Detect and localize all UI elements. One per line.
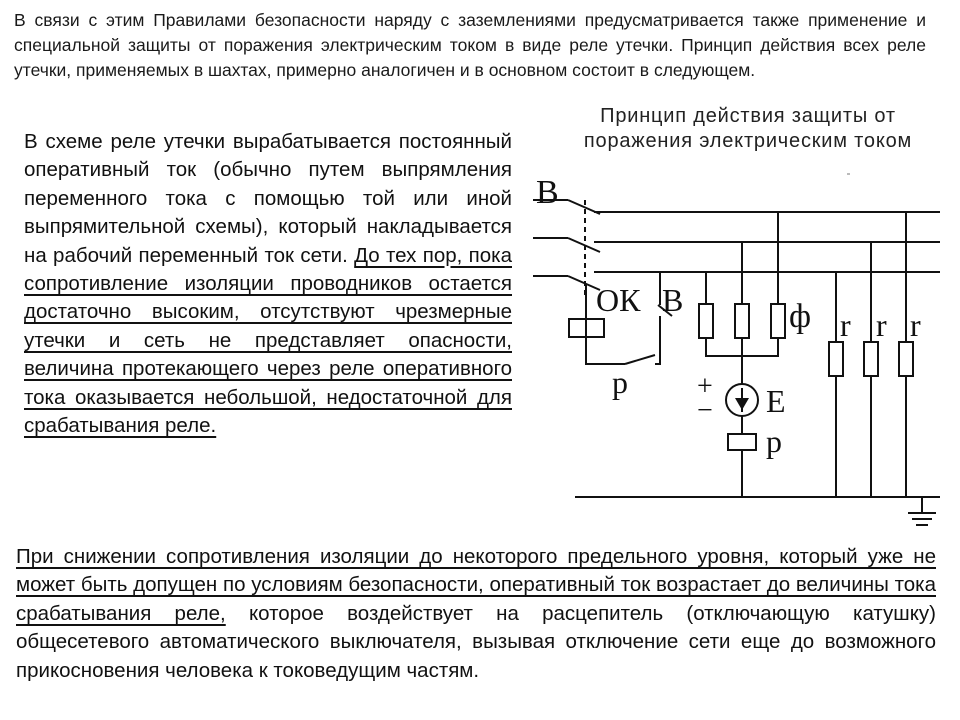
ok-circuit-right-wire [655,316,660,364]
description-plain-text: В схеме реле утечки вырабатывается постоянный оперативный ток (обычно путем выпрямления переменного тока с помощью той или иной выпрямительной схемы), который накладывается на рабочий переменный ток сети. [24,130,512,267]
trip-underlined-text: При снижении сопротивления изоляции до некоторого предельного уровня, который уже не может быть допущен по условиям безопасности, оперативный ток возрастает до величины тока срабатывания реле, [16,545,936,625]
filter-resistor-1 [699,304,713,338]
ok-coil-label: ОК [596,282,641,318]
r3-label: r [910,307,921,343]
aux-contact-label: В [662,282,684,318]
intro-paragraph: В связи с этим Правилами безопасности наряду с заземлениями предусматривается также применение и специальной защиты от поражения электрическим током в виде реле утечки. Принцип действия всех реле утечки, применяемых в шахтах, примерно аналогичен и в основном состоит в следующем. [14,10,926,80]
breaker-label: В [536,174,559,211]
insulation-resistance-2 [864,342,878,376]
relay-label: р [766,423,782,459]
relay-coil [728,434,756,450]
trip-plain-text: которое воздействует на расцепитель (отключающую катушку) общесетевого автоматического выключателя, вызывая отключение сети еще до возможного прикосновения человека к токоведущим частям. [16,601,936,682]
source-e-label: E [766,383,786,419]
relay-contact-label: р [612,364,628,400]
insulation-resistance-1 [829,342,843,376]
plus-sign: + [697,371,713,402]
minus-sign: − [697,395,713,426]
r2-label: r [876,307,887,343]
insulation-resistance-3 [899,342,913,376]
diagram-title-line-2: поражения электрическим током [583,130,913,152]
r1-label: r [840,307,851,343]
filter-resistor-3 [771,304,785,338]
description-underlined-text: До тех пор, пока сопротивление изоляции проводников остается достаточно высоким, отсутствуют чрезмерные утечки и сеть не представляет опасности, величина протекающего через реле оперативного тока оказывается небольшой, недостаточной для срабатывания реле. [24,243,512,438]
trip-description-paragraph [16,543,936,685]
diagram-title-line-1: Принцип действия защиты от [600,105,896,127]
filter-resistor-2 [735,304,749,338]
filter-phi-label: ф [789,298,812,335]
relay-contact-blade [625,355,655,364]
source-diode-arrow [735,388,749,412]
